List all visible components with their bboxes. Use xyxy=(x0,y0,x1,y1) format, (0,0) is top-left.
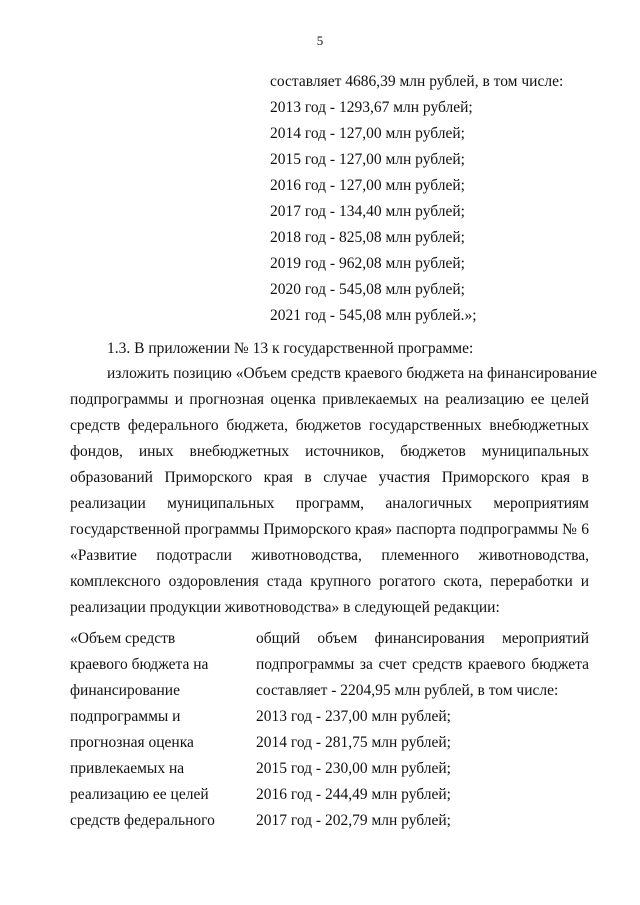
table-left-cell: прогнозная оценка xyxy=(70,734,194,751)
table-right-cell: 2016 год - 244,49 млн рублей; xyxy=(256,786,451,803)
paragraph-line: комплексного оздоровления стада крупного рогатого скота, переработки и xyxy=(70,573,589,590)
table-left-cell: «Объем средств xyxy=(70,630,176,647)
table-right-cell: 2017 год - 202,79 млн рублей; xyxy=(256,812,451,829)
table-right-cell: общий объем финансирования мероприятий xyxy=(256,630,589,647)
top-line: 2021 год - 545,08 млн рублей.»; xyxy=(270,307,477,324)
paragraph-line: государственной программы Приморского края» паспорта подпрограммы № 6 xyxy=(70,521,589,538)
top-line: 2013 год - 1293,67 млн рублей; xyxy=(270,99,473,116)
table-right-cell: подпрограммы за счет средств краевого бюджета xyxy=(256,656,589,673)
paragraph-line: подпрограммы и прогнозная оценка привлекаемых на реализацию ее целей xyxy=(70,391,589,408)
top-line: 2015 год - 127,00 млн рублей; xyxy=(270,151,465,168)
table-left-cell: подпрограммы и xyxy=(70,708,181,725)
table-left-cell: привлекаемых на xyxy=(70,760,185,777)
table-right-cell: 2014 год - 281,75 млн рублей; xyxy=(256,734,451,751)
table-right-cell: составляет - 2204,95 млн рублей, в том числе: xyxy=(256,682,559,699)
section-heading: 1.3. В приложении № 13 к государственной программе: xyxy=(107,340,474,357)
top-line: 2016 год - 127,00 млн рублей; xyxy=(270,177,465,194)
table-right-cell: 2013 год - 237,00 млн рублей; xyxy=(256,708,451,725)
top-line: составляет 4686,39 млн рублей, в том числе: xyxy=(270,73,564,90)
table-left-cell: средств федерального xyxy=(70,812,215,829)
paragraph-line: образований Приморского края в случае участия Приморского края в xyxy=(70,469,589,486)
table-left-cell: финансирование xyxy=(70,682,180,699)
table-right-cell: 2015 год - 230,00 млн рублей; xyxy=(256,760,451,777)
top-line: 2020 год - 545,08 млн рублей; xyxy=(270,281,465,298)
page-number: 5 xyxy=(316,33,324,48)
table-left-cell: краевого бюджета на xyxy=(70,656,209,673)
top-line: 2018 год - 825,08 млн рублей; xyxy=(270,229,465,246)
paragraph-line: реализации продукции животноводства» в следующей редакции: xyxy=(70,599,500,616)
paragraph-line: изложить позицию «Объем средств краевого бюджета на финансирование xyxy=(107,365,598,382)
paragraph-line: фондов, иных внебюджетных источников, бюджетов муниципальных xyxy=(70,443,589,460)
top-line: 2014 год - 127,00 млн рублей; xyxy=(270,125,465,142)
top-line: 2017 год - 134,40 млн рублей; xyxy=(270,203,465,220)
paragraph-line: реализации муниципальных программ, аналогичных мероприятиям xyxy=(70,495,589,512)
table-left-cell: реализацию ее целей xyxy=(70,786,209,803)
paragraph-line: средств федерального бюджета, бюджетов государственных внебюджетных xyxy=(70,417,589,434)
paragraph-line: «Развитие подотрасли животноводства, племенного животноводства, xyxy=(70,547,589,564)
top-line: 2019 год - 962,08 млн рублей; xyxy=(270,255,465,272)
